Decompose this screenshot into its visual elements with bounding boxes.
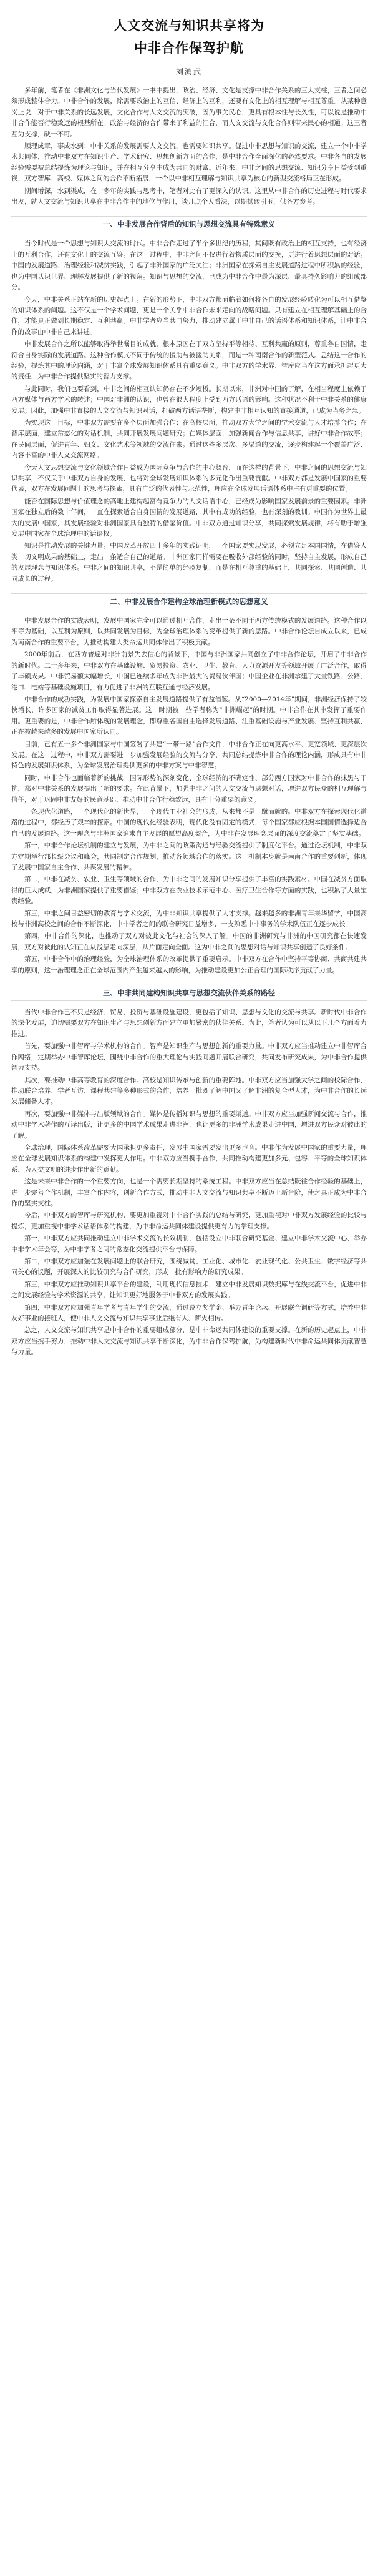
paragraph: 中非合作的成功实践，为发展中国家探索自主发展道路提供了有益借鉴。从“2000—2014年”期间，非洲经济保持了较快增长，许多国家的减贫工作取得显著进展。这一时期被一些学者称为“非洲崛起”的时期。中非合作在其中发挥了重要作用。更重要的是，中非合作所体现的发展理念，即尊重各国自主选择发展道路、注重基础设施与产业发展、坚持互利共赢，正在被越来越多的发展中国家所认同。 — [11, 695, 367, 736]
paragraph: 今天，中非关系正站在新的历史起点上。在新的形势下，中非双方都面临着如何将各自的发展经验转化为可以相互借鉴的知识体系的问题。这不仅是一个学术问题，更是一个关乎中非合作未来走向的战略问题。只有建立在相互理解基础上的合作，才能真正做到长期稳定、互利共赢。中非学者应当共同努力，推动建立属于中非自己的话语体系和知识体系，让中非合作的故事由中非自己来讲述。 — [11, 295, 367, 336]
paragraph: 一条现代化道路，一个现代化的新世界，一个现代工业社会的形成，从来都不是一蹴而就的。中非双方在探索现代化道路的过程中，都经历了艰辛的探索。中国的现代化经验表明，现代化没有固定的模式，每个国家都应根据本国国情选择适合自己的发展道路。这一理念与非洲国家追求自主发展的愿望高度契合，为中非在发展理念层面的深度交流奠定了坚实基础。 — [11, 807, 367, 837]
paragraph: 第三，中非之间日益密切的教育与学术交流，为中非知识共享提供了人才支撑。越来越多的非洲青年来华留学，中国高校与非洲高校之间的合作不断深化，中非学者之间的联合研究日益增多，一支熟悉中非事务的学术队伍正在逐步成长。 — [11, 909, 367, 929]
paragraph: 第三，中非双方应推动知识共享平台的建设，利用现代信息技术，建立中非发展知识数据库与在线交流平台，促进中非之间发展经验与学术资源的共享，让知识更好地服务于中非双方的发展实践。 — [11, 1280, 367, 1300]
intro-section — [11, 86, 367, 207]
article-author: 刘鸿武 — [175, 67, 202, 76]
paragraph: 当今时代是一个思想与知识大交流的时代。中非合作走过了半个多世纪的历程，其间既有政治上的相互支持，也有经济上的互利合作，还有文化上的交流互鉴。在这一过程中，中非之间不仅进行着物质层面的交换，更进行着思想层面的对话。中国的发展道路、治理经验和减贫实践，引起了非洲国家的广泛关注；非洲国家在探索自主发展道路过程中所积累的经验，也为中国认识世界、理解发展提供了新的视角。知识与思想的交流，已成为中非合作中最为深层、最具持久影响力的组成部分。 — [11, 240, 367, 292]
section-1 — [11, 216, 367, 585]
paragraph: 第四，中非合作的深化，也推动了双方对彼此文化与社会的深入了解。中国的非洲研究与非洲的中国研究都在快速发展，双方对彼此的认知正在从浅层走向深层，从片面走向全面。这为中非之间的思想对话与知识共享创造了良好条件。 — [11, 932, 367, 951]
paragraph: 当代中非合作已不只是经济、贸易、投资与基础设施建设，更包括了知识、思想与文化的交流与共享。新时代中非合作的深化发展，迫切需要双方在知识生产与思想创新方面建立更加紧密的伙伴关系。为此，笔者认为可以从以下几个方面着力推进。 — [11, 1009, 367, 1038]
paragraph: 顺理成章，事成水到；中非关系的发展需要人文交流，也需要知识共享。促进中非思想与知识的交流，建立一个中非学术共同体，推动中非双方在知识生产、学术研究、思想创新方面的合作，是中非合作全面深化的必然要求。中非各自的发展经验需要被总结提炼为理论与知识，并在相互分享中成为共同的财富。近年来，中非之间的思想交流、知识分享日益受到重视，双方智库、高校、媒体之间的合作不断拓展，一个以中非相互理解与知识共享为核心的新型交流格局正在形成。 — [11, 142, 367, 183]
paragraph: 再次，要加强中非媒体与出版领域的合作。媒体是传播知识与思想的重要渠道。中非双方应当加强新闻交流与合作，推动中非学术著作的互译出版，让更多的中国学术成果走进非洲，也让更多的非洲学术成果走进中国，增进双方民众对彼此的了解。 — [11, 1110, 367, 1140]
section-3 — [11, 985, 367, 1358]
paragraph: 第一，中非合作论坛机制的建立与发展，为中非之间的政策沟通与经验交流提供了制度化平台。通过论坛机制，中非双方定期举行部长级会议和峰会，共同制定合作规划，推动各领域合作的落实。这一机制本身就是南南合作的重要创新，体现了发展中国家自主合作、共谋发展的精神。 — [11, 842, 367, 871]
paragraph: 总之，人文交流与知识共享是中非合作的重要组成部分，是中非命运共同体建设的重要支撑。在新的历史起点上，中非双方应当携手努力，推动中非人文交流与知识共享不断深化，为中非合作保驾护航，为构建新时代中非命运共同体贡献智慧与力量。 — [11, 1326, 367, 1356]
paragraph: 其次，要推动中非高等教育的深度合作。高校是知识传承与创新的重要阵地。中非双方应当加强大学之间的校际合作，推动联合培养、学者互访、课程共建等多种形式的合作，培养一批既了解中国又了解非洲的复合型人才，为中非合作的长远发展储备人才。 — [11, 1076, 367, 1106]
paragraph: 知识是推动发展的关键力量。中国改革开放四十多年的实践证明，一个国家要实现发展，必须立足本国国情，在借鉴人类一切文明成果的基础上，走出一条适合自己的道路。非洲国家同样需要在吸收外部经验的同时，坚持自主发展，形成自己的发展理念与知识体系。中非之间的知识共享，不是简单的经验复制，而是在相互尊重的基础上，共同探索、共同创造、共同成长的过程。 — [11, 542, 367, 583]
section-heading: 二、中非发展合作建构全球治理新模式的思想意义 — [11, 593, 367, 609]
paragraph: 第五，中非合作中的治理经验，为全球治理体系的改革提供了重要启示。中非双方在合作中坚持平等协商、共商共建共享的原则，这一治理理念正在全球范围内产生越来越大的影响，为推动建设更加公正合理的国际秩序贡献了力量。 — [11, 955, 367, 974]
paragraph: 第二，中非在减贫、农业、卫生等领域的合作，为中非之间的发展知识分享提供了丰富的实践素材。中国在减贫方面取得的巨大成就，为非洲国家提供了重要借鉴；中非双方在农业技术示范中心、医疗卫生合作等方面的实践，也积累了大量宝贵经验。 — [11, 876, 367, 906]
paragraph: 同时，中非合作也面临着新的挑战。国际形势的深刻变化、全球经济的不确定性、部分西方国家对中非合作的抹黑与干扰，都对中非关系的发展提出了新的要求。在此背景下，加强中非之间的人文交流与思想对话，增进双方民众的相互理解与信任，对于巩固中非友好的民意基础、推动中非合作行稳致远，具有十分重要的意义。 — [11, 774, 367, 804]
paragraph: 今天人文思想交流与文化领域合作日益成为国际竞争与合作的中心舞台，而在这样的背景下，中非之间的思想交流与知识共享，不仅关乎中非双方自身的发展，也将对全球发展知识体系的多元化作出重要贡献。中非双方都是发展中国家的重要代表，双方在发展问题上的思考与探索，具有广泛的代表性与示范性，理应在全球发展话语体系中占有更重要的位置。 — [11, 463, 367, 493]
paragraph: 今后，中非双方的智库与研究机构，要更加重视对中非合作实践的总结与研究，更加重视对中非双方发展经验的比较与提炼，更加重视中非学术话语体系的构建，为中非命运共同体建设提供更有力的学理支撑。 — [11, 1212, 367, 1230]
paragraph: 能否在国际思想与价值理念的高地上建构起富有竞争力的人文话语中心，已经成为影响国家发展前景的重要因素。非洲国家在独立后的数十年间，一直在探索适合自身国情的发展道路，其中有成功的经验，也有深刻的教训。中国作为世界上最大的发展中国家，其发展经验对非洲国家具有独特的借鉴价值。中非双方通过知识分享，共同探索发展规律，将有助于增强发展中国家在全球治理中的话语权。 — [11, 497, 367, 538]
paragraph: 目前，已有五十多个非洲国家与中国签署了共建“一带一路”合作文件，中非合作正在向更高水平、更宽领域、更深层次发展。在这一过程中，中非双方需要进一步加强发展经验的交流与分享，共同总结提炼中非合作的理论内涵，形成具有中非特色的发展知识体系，为全球发展治理提供更多的中非方案与中非智慧。 — [11, 740, 367, 770]
paragraph: 2000年前后，在西方普遍对非洲前景失去信心的背景下，中国与非洲国家共同创立了中非合作论坛，开启了中非合作的新时代。二十多年来，中非双方在基础设施、贸易投资、农业、卫生、教育、人力资源开发等领域开展了广泛合作，取得了丰硕成果。中非贸易额大幅增长，中国已连续多年成为非洲最大的贸易伙伴国；中国企业在非洲承建了大量铁路、公路、港口、电站等基础设施项目，有力促进了非洲的互联互通与经济发展。 — [11, 651, 367, 691]
section-heading: 一、中非发展合作背后的知识与思想交流具有特殊意义 — [11, 216, 367, 232]
paragraph: 为实现这一目标，中非双方需要在多个层面加强合作：在高校层面，推动双方大学之间的学术交流与人才培养合作；在智库层面，建立常态化的对话机制，共同开展发展问题研究；在媒体层面，加强新闻合作与信息共享，讲好中非合作故事；在民间层面，促进青年、妇女、文化艺术等领域的交流往来。通过这些多层次、多渠道的交流，逐步构建起一个覆盖广泛、内容丰富的中非人文交流网络。 — [11, 418, 367, 460]
paragraph: 第二，中非双方应加强在发展问题上的联合研究，围绕减贫、工业化、城市化、农业现代化、公共卫生、数字经济等共同关心的议题，开展深入的比较研究与合作研究，形成一批有影响力的研究成果。 — [11, 1258, 367, 1276]
paragraph: 多年前，笔者在《非洲文化与当代发展》一书中提出，政治、经济、文化是支撑中非合作关系的三大支柱，三者之间必须形成整体合力。中非合作的发展，除需要政治上的互信、经济上的互利，还要有文化上的相互理解与相互尊重。从某种意义上说，对于中非关系的长远发展，文化合作与人文交流的突破，因为事关民心，更具有根本性与长久性，可以说是推动中非合作能否行稳致远的根基所在。政治与经济的合作带来了利益的汇合，而人文交流与文化合作则带来民心的相通。这三者互为支撑，缺一不可。 — [11, 87, 367, 138]
paragraph: 第一，中非双方应共同推动建立中非学术交流的长效机制，包括设立中非联合研究基金、建立中非学术交流中心、举办中非学术年会等，为中非学者之间的常态化交流提供平台与保障。 — [11, 1235, 367, 1253]
paragraph: 期间增深，水到渠成，在十多年的实践与思考中，笔者对此有了更深入的认识。这里从中非合作的历史进程与时代要求出发，就人文交流与知识共享在中非合作中的地位与作用，谈几点个人看法，以期抛砖引玉，供各方参考。 — [11, 187, 367, 206]
paragraph: 首先，要加强中非智库与学术机构的合作。智库是知识生产与思想创新的重要力量。中非双方应当推动建立中非智库合作网络，定期举办中非智库论坛，围绕中非合作的重大理论与实践问题开展联合研究，共同发布研究成果，为中非合作提供智力支持。 — [11, 1042, 367, 1072]
paragraph: 全球治理，国际体系改革需要大国承担更多责任，发展中国家需要发出更多声音。中非作为发展中国家的重要力量，理应在全球发展知识体系的构建中发挥更大作用。中非双方应当携手合作，共同推动构建更加多元、包容、平等的全球知识体系，为人类文明的进步作出新的贡献。 — [11, 1143, 367, 1173]
paragraph: 第四，中非双方应加强青年学者与青年学生的交流，通过设立奖学金、举办青年论坛、开展联合调研等方式，培养中非友好事业的接班人，使中非人文交流与知识共享事业后继有人、薪火相传。 — [11, 1303, 367, 1323]
section-heading: 三、中非共同建构知识共享与思想交流伙伴关系的路径 — [11, 985, 367, 1001]
paragraph: 中非发展合作之所以能够取得举世瞩目的成就，根本原因在于双方坚持平等相待、互利共赢的原则，尊重各自国情，走符合自身实际的发展道路。这种合作模式不同于传统的援助与被援助关系，而是一种南南合作的新型范式。总结这一合作的经验，提炼其中的理论内涵，对于丰富全球发展知识体系具有重要意义。中非双方的学术界、智库应当在这方面承担起更大的责任，为中非合作提供坚实的智力支撑。 — [11, 340, 367, 381]
paragraph: 这是未来中非合作的一个重要方向，也是一个需要长期坚持的系统工程。中非双方应当在总结既往合作经验的基础上，进一步完善合作机制，丰富合作内容，创新合作方式，推动中非人文交流与知识共享不断迈上新台阶，使之真正成为中非合作的坚实支柱。 — [11, 1178, 367, 1207]
section-2 — [11, 593, 367, 976]
article-title-line-1: 人文交流与知识共享将为 — [114, 17, 264, 33]
article-title-line-2: 中非合作保驾护航 — [134, 40, 244, 56]
paragraph: 与此同时，我们也要看到，中非之间的相互认知仍存在不少短板。长期以来，非洲对中国的了解，在相当程度上依赖于西方媒体与西方学术的转述；中国对非洲的认识，也曾在很大程度上受到西方话语的影响。这种状况不利于中非关系的健康发展。因此，加强中非直接的人文交流与知识对话，打破西方话语垄断，构建中非相互认知的直接通道，已成为当务之急。 — [11, 385, 367, 415]
paragraph: 中非发展合作的实践表明，发展中国家完全可以通过相互合作，走出一条不同于西方传统模式的发展道路。这种合作以平等为基础，以互利为原则，以共同发展为目标，为全球治理体系的变革提供了新的思路。中非合作论坛自成立以来，已成为南南合作的重要平台，为推动构建人类命运共同体作出了积极贡献。 — [11, 617, 367, 646]
